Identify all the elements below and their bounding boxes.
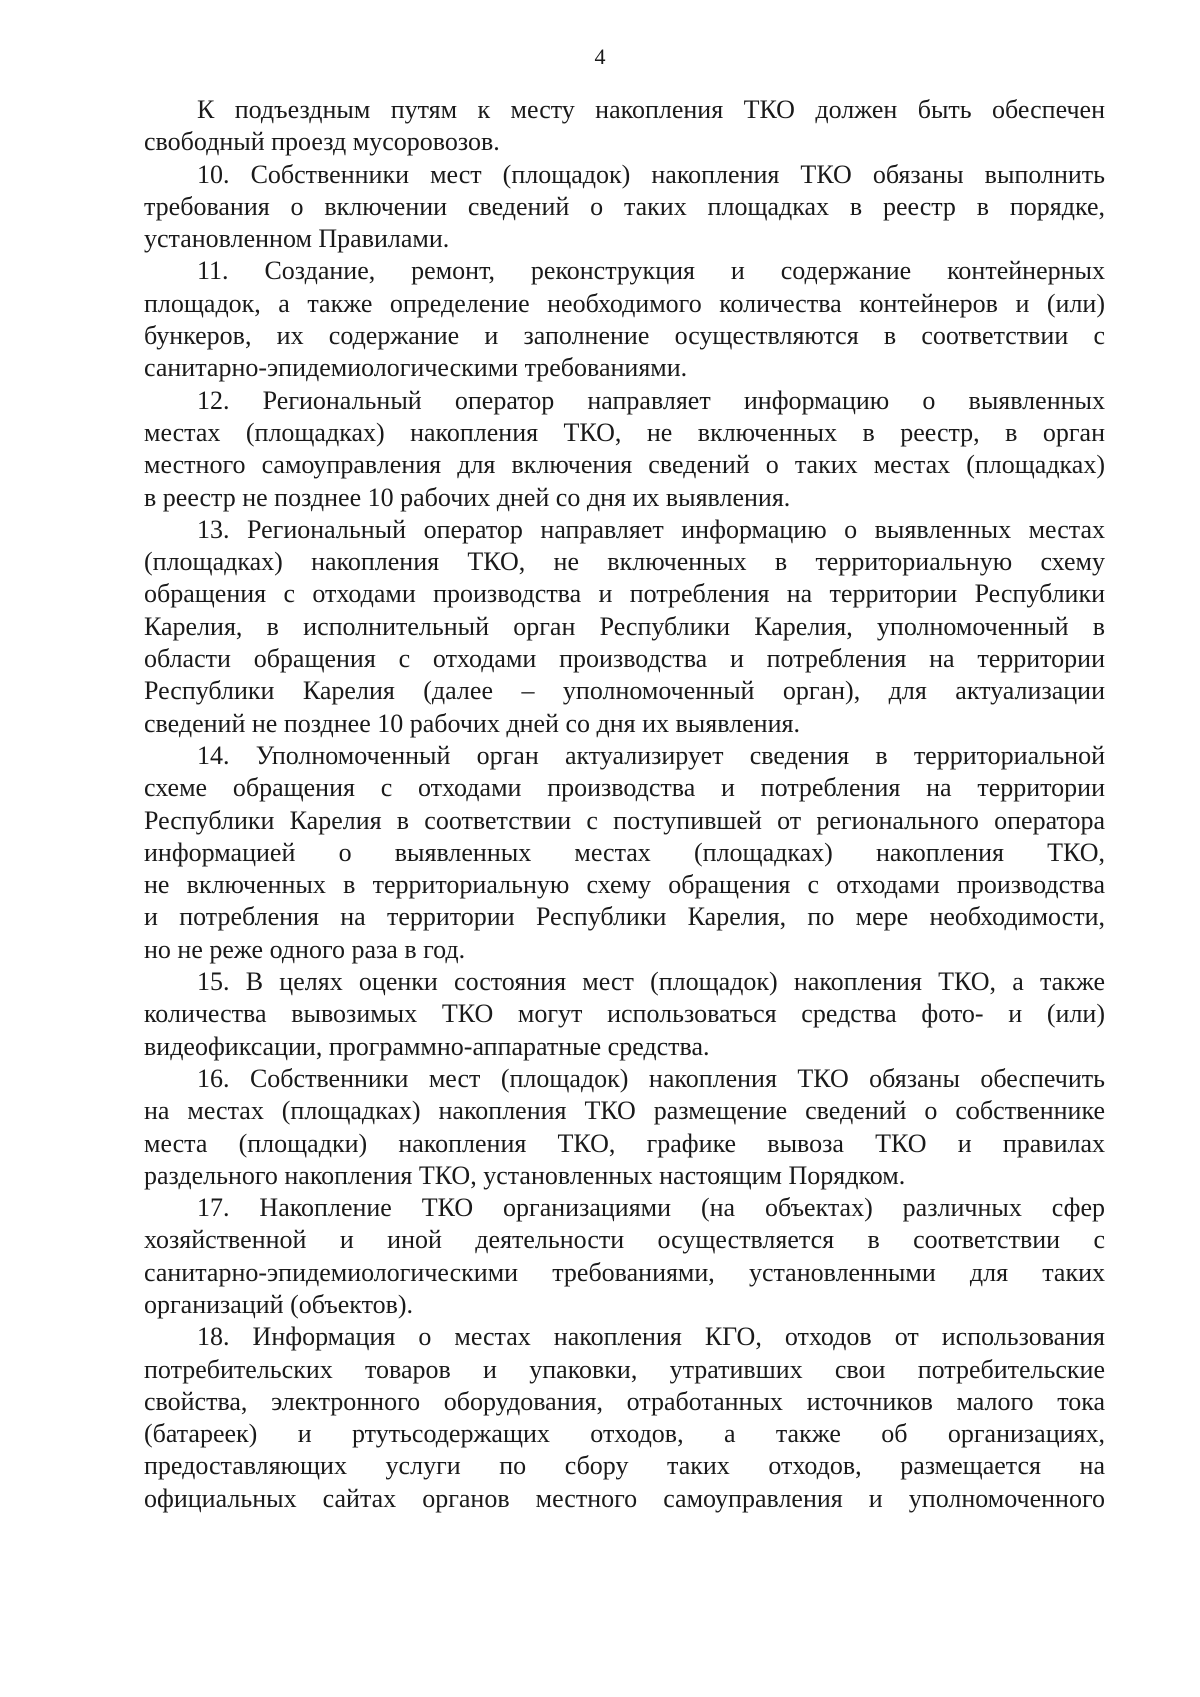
text-line: установленном Правилами. bbox=[144, 224, 450, 254]
paragraph bbox=[144, 514, 1105, 740]
text-line: области обращения с отходами производства и потребления на территории bbox=[144, 644, 1105, 674]
text-line: 17. Накопление ТКО организациями (на объектах) различных сфер bbox=[197, 1193, 1105, 1223]
text-line: Республики Карелия в соответствии с поступившей от регионального оператора bbox=[144, 805, 1105, 835]
text-line: 14. Уполномоченный орган актуализирует сведения в территориальной bbox=[197, 740, 1105, 770]
text-line: 11. Создание, ремонт, реконструкция и содержание контейнерных bbox=[197, 256, 1105, 286]
text-line: но не реже одного раза в год. bbox=[144, 934, 466, 964]
text-line: (площадках) накопления ТКО, не включенных в территориальную схему bbox=[144, 547, 1105, 577]
text-line: санитарно-эпидемиологическими требованиями. bbox=[144, 353, 688, 383]
text-line: раздельного накопления ТКО, установленных настоящим Порядком. bbox=[144, 1160, 906, 1190]
text-line: Республики Карелия (далее – уполномоченный орган), для актуализации bbox=[144, 676, 1105, 706]
text-line: сведений не позднее 10 рабочих дней со дня их выявления. bbox=[144, 708, 800, 738]
text-line: бункеров, их содержание и заполнение осуществляются в соответствии с bbox=[144, 321, 1105, 351]
paragraph bbox=[144, 1192, 1105, 1321]
text-line: местного самоуправления для включения сведений о таких местах (площадках) bbox=[144, 450, 1105, 480]
text-line: санитарно-эпидемиологическими требованиями, установленными для таких bbox=[144, 1257, 1105, 1287]
paragraph bbox=[144, 159, 1105, 256]
paragraph bbox=[144, 966, 1105, 1063]
text-line: свойства, электронного оборудования, отработанных источников малого тока bbox=[144, 1386, 1105, 1416]
text-line: организаций (объектов). bbox=[144, 1289, 414, 1319]
text-line: официальных сайтах органов местного самоуправления и уполномоченного bbox=[144, 1483, 1105, 1513]
paragraph bbox=[144, 94, 1105, 159]
text-line: К подъездным путям к месту накопления ТКО должен быть обеспечен bbox=[197, 95, 1105, 124]
text-line: 12. Региональный оператор направляет информацию о выявленных bbox=[197, 385, 1105, 415]
text-line: требования о включении сведений о таких площадках в реестр в порядке, bbox=[144, 191, 1105, 221]
text-line: свободный проезд мусоровозов. bbox=[144, 127, 500, 157]
text-line: (батареек) и ртутьсодержащих отходов, а также об организациях, bbox=[144, 1419, 1105, 1449]
text-line: и потребления на территории Республики Карелия, по мере необходимости, bbox=[144, 902, 1105, 932]
text-line: местах (площадках) накопления ТКО, не включенных в реестр, в орган bbox=[144, 417, 1105, 447]
text-line: в реестр не позднее 10 рабочих дней со дня их выявления. bbox=[144, 482, 791, 512]
text-line: на местах (площадках) накопления ТКО размещение сведений о собственнике bbox=[144, 1096, 1105, 1126]
text-line: 18. Информация о местах накопления КГО, отходов от использования bbox=[197, 1322, 1105, 1352]
text-line: Карелия, в исполнительный орган Республики Карелия, уполномоченный в bbox=[144, 611, 1105, 641]
text-line: площадок, а также определение необходимого количества контейнеров и (или) bbox=[144, 288, 1105, 318]
paragraph bbox=[144, 1321, 1105, 1515]
paragraph bbox=[144, 1063, 1105, 1192]
text-line: 15. В целях оценки состояния мест (площадок) накопления ТКО, а также bbox=[197, 967, 1105, 997]
paragraph bbox=[144, 385, 1105, 514]
text-line: потребительских товаров и упаковки, утративших свои потребительские bbox=[144, 1354, 1105, 1384]
paragraph bbox=[144, 740, 1105, 966]
text-line: 16. Собственники мест (площадок) накопления ТКО обязаны обеспечить bbox=[197, 1063, 1105, 1093]
text-line: 13. Региональный оператор направляет информацию о выявленных местах bbox=[197, 514, 1105, 544]
text-line: не включенных в территориальную схему обращения с отходами производства bbox=[144, 870, 1105, 900]
text-line: схеме обращения с отходами производства и потребления на территории bbox=[144, 773, 1105, 803]
text-line: предоставляющих услуги по сбору таких отходов, размещается на bbox=[144, 1451, 1105, 1481]
page-number: 4 bbox=[594, 44, 606, 69]
text-line: видеофиксации, программно-аппаратные средства. bbox=[144, 1031, 710, 1061]
text-line: места (площадки) накопления ТКО, графике вывоза ТКО и правилах bbox=[144, 1128, 1105, 1158]
text-line: хозяйственной и иной деятельности осуществляется в соответствии с bbox=[144, 1225, 1105, 1255]
text-line: 10. Собственники мест (площадок) накопления ТКО обязаны выполнить bbox=[197, 159, 1105, 189]
paragraph bbox=[144, 255, 1105, 384]
text-line: количества вывозимых ТКО могут использоваться средства фото- и (или) bbox=[144, 999, 1105, 1029]
text-line: информацией о выявленных местах (площадках) накопления ТКО, bbox=[144, 837, 1105, 867]
text-line: обращения с отходами производства и потребления на территории Республики bbox=[144, 579, 1105, 609]
document-body bbox=[144, 94, 1105, 1515]
